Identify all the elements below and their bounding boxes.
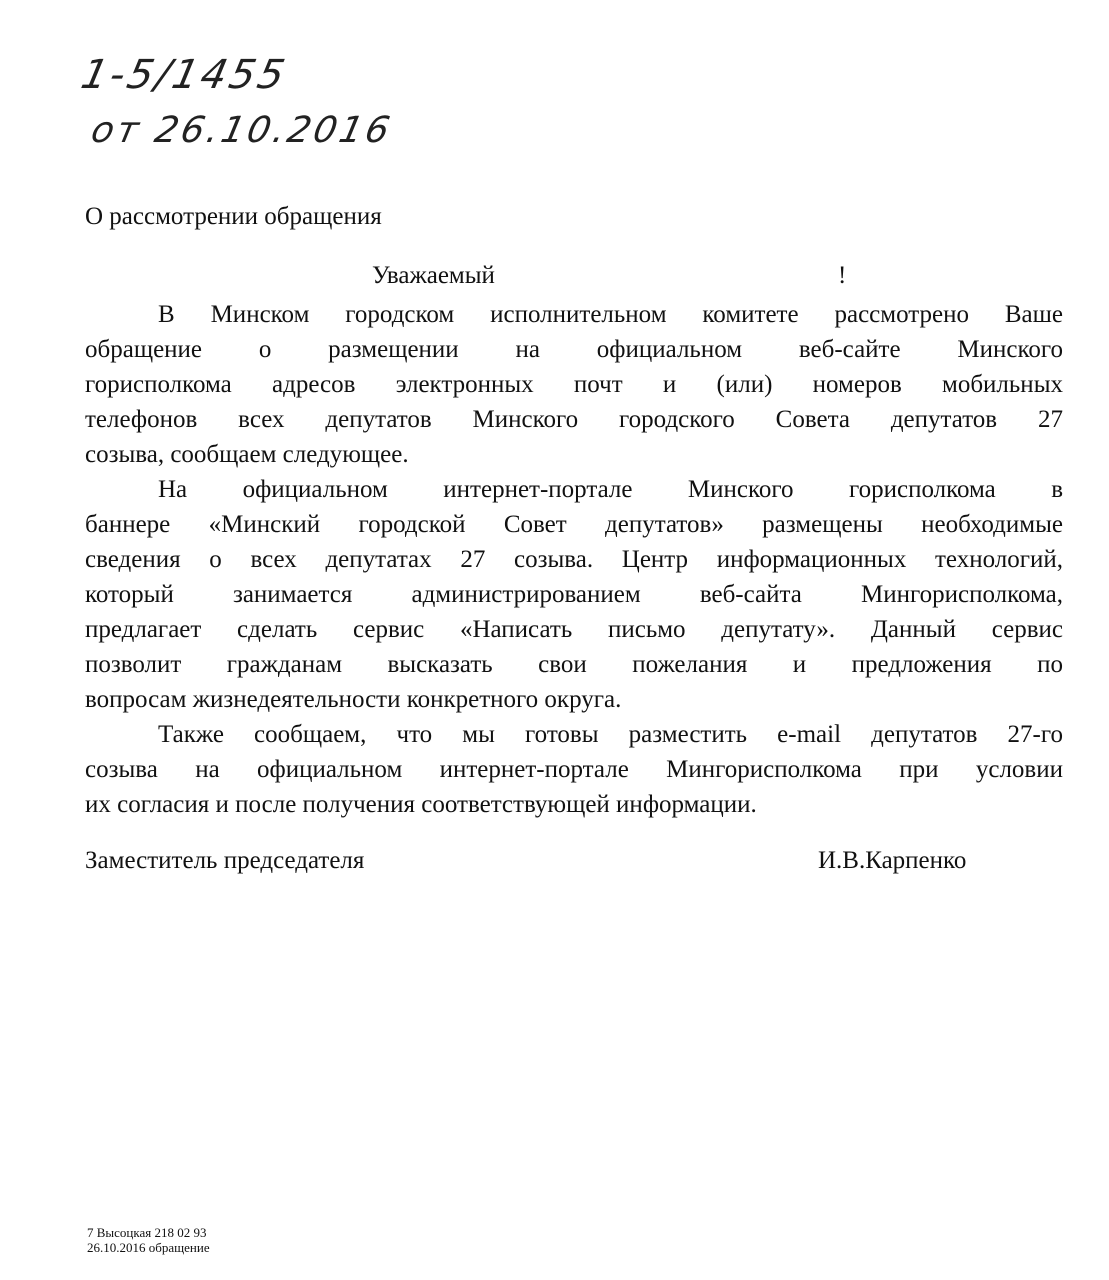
paragraph: [85, 472, 1063, 717]
registration-number: 1-5/1455: [77, 52, 292, 98]
text-line: позволит гражданам высказать свои пожелания и предложения по: [85, 651, 1063, 678]
text-line: вопросам жизнедеятельности конкретного округа.: [85, 686, 622, 713]
registration-date: от 26.10.2016: [87, 110, 396, 151]
text-line: В Минском городском исполнительном комитете рассмотрено Ваше: [158, 301, 1063, 328]
paragraph: [85, 717, 1063, 822]
footer-note: [87, 1225, 210, 1255]
letter-body: [85, 297, 1063, 822]
signatory-name: И.В.Карпенко: [818, 847, 967, 874]
text-line: Также сообщаем, что мы готовы разместить e-mail депутатов 27-го: [158, 721, 1063, 748]
text-line: сведения о всех депутатах 27 созыва. Центр информационных технологий,: [85, 546, 1063, 573]
text-line: созыва, сообщаем следующее.: [85, 441, 409, 468]
text-line: На официальном интернет-портале Минского горисполкома в: [158, 476, 1063, 503]
letter-subject: О рассмотрении обращения: [85, 203, 382, 230]
document-note: 26.10.2016 обращение: [87, 1240, 210, 1255]
text-line: обращение о размещении на официальном веб-сайте Минского: [85, 336, 1063, 363]
text-line: телефонов всех депутатов Минского городского Совета депутатов 27: [85, 406, 1063, 433]
text-line: баннере «Минский городской Совет депутатов» размещены необходимые: [85, 511, 1063, 538]
text-line: их согласия и после получения соответствующей информации.: [85, 791, 757, 818]
signatory-position: Заместитель председателя: [85, 847, 365, 874]
greeting-end: !: [838, 262, 847, 289]
greeting: Уважаемый: [372, 262, 495, 289]
text-line: предлагает сделать сервис «Написать письмо депутату». Данный сервис: [85, 616, 1063, 643]
paragraph: [85, 297, 1063, 472]
text-line: который занимается администрированием веб-сайта Мингорисполкома,: [85, 581, 1063, 608]
text-line: созыва на официальном интернет-портале Мингорисполкома при условии: [85, 756, 1063, 783]
text-line: горисполкома адресов электронных почт и (или) номеров мобильных: [85, 371, 1063, 398]
executor-info: 7 Высоцкая 218 02 93: [87, 1225, 207, 1240]
